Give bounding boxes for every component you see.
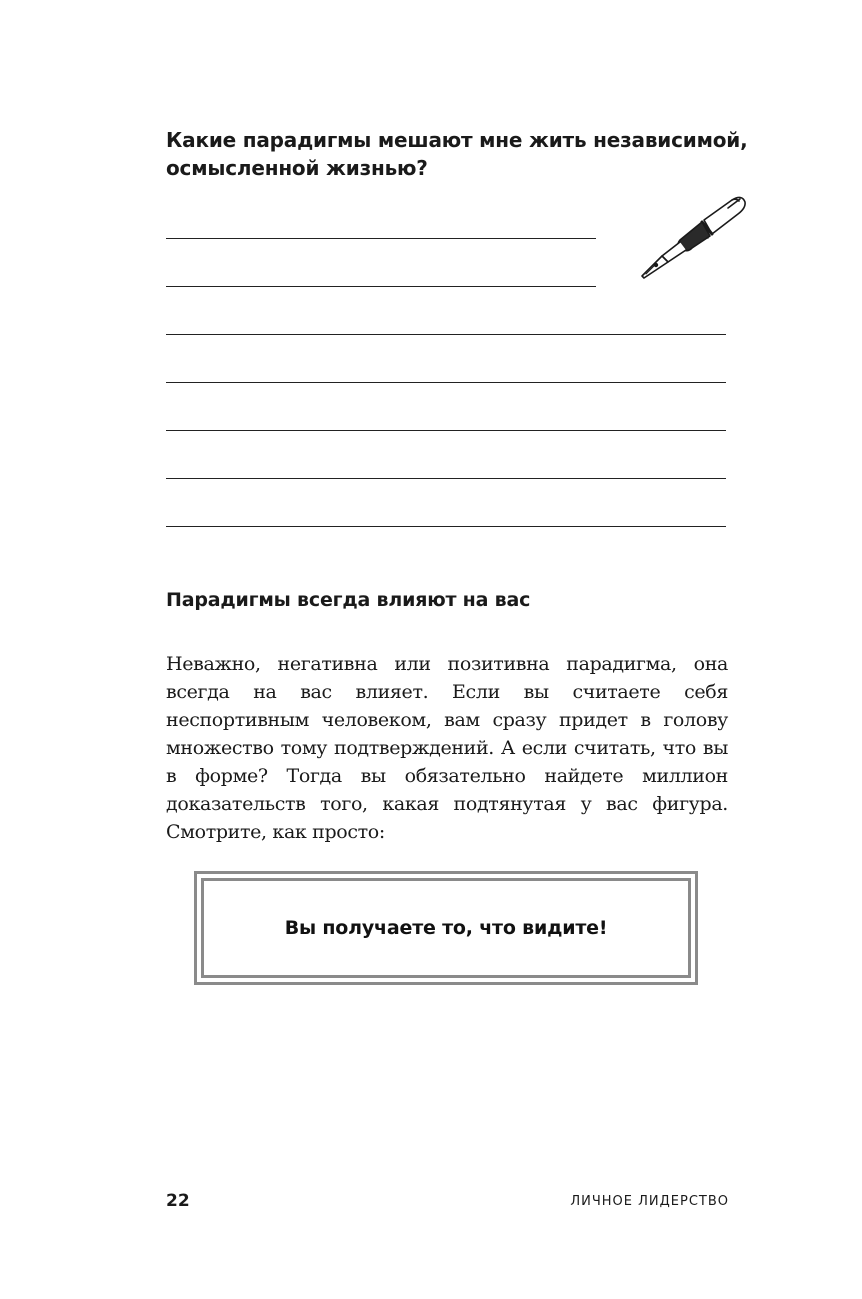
running-footer-title: ЛИЧНОЕ ЛИДЕРСТВО	[570, 1194, 729, 1209]
callout-text: Вы получаете то, что видите!	[284, 917, 608, 939]
callout-inner-border	[201, 878, 691, 978]
answer-line-2[interactable]	[166, 286, 596, 287]
answer-line-7[interactable]	[166, 526, 726, 527]
callout-box	[194, 871, 698, 985]
fountain-pen-icon	[632, 190, 752, 286]
answer-line-3[interactable]	[166, 334, 726, 335]
page-number: 22	[166, 1191, 190, 1211]
body-paragraph: Неважно, негативна или позитивна парадигма, она всегда на вас влияет. Если вы считаете себя неспортивным человеком, вам сразу придет в голову множество тому подтверждений. А если считать, что вы в форме? Тогда вы обязательно найдете миллион доказательств того, какая подтянутая у вас фигура. Смотрите, как просто:	[166, 653, 728, 843]
answer-line-5[interactable]	[166, 430, 726, 431]
section-heading: Парадигмы всегда влияют на вас	[166, 589, 531, 611]
answer-line-6[interactable]	[166, 478, 726, 479]
answer-line-4[interactable]	[166, 382, 726, 383]
worksheet-question: Какие парадигмы мешают мне жить независимой, осмысленной жизнью?	[166, 128, 748, 180]
answer-line-1[interactable]	[166, 238, 596, 239]
